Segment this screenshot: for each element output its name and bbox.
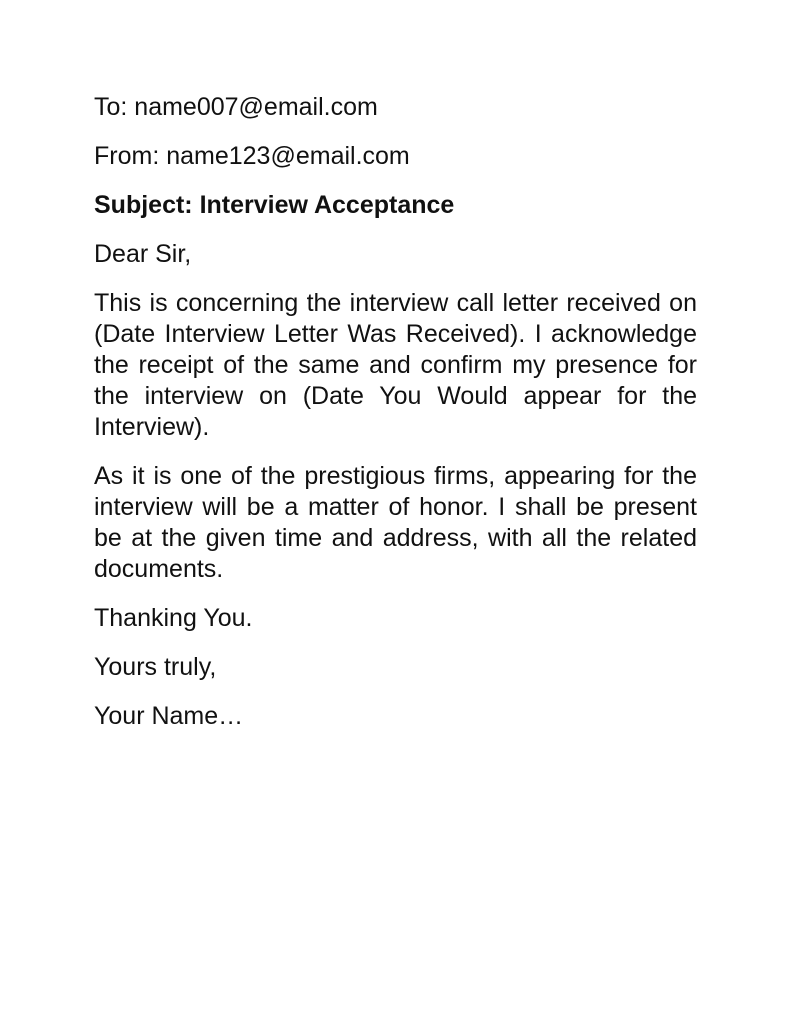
subject-line: Subject: Interview Acceptance [94,191,455,219]
valediction: Yours truly, [94,653,217,681]
to-line: To: name007@email.com [94,93,378,121]
from-line: From: name123@email.com [94,142,410,170]
signature: Your Name… [94,702,244,730]
letter-document [94,92,697,750]
body-paragraph-1: This is concerning the interview call letter received on (Date Interview Letter Was Received). I acknowledge the receipt of the same and confirm my presence for the interview on (Date You Would appear for the Interview). [94,289,697,441]
body-paragraph-2: As it is one of the prestigious firms, appearing for the interview will be a matter of honor. I shall be present be at the given time and address, with all the related documents. [94,462,697,583]
salutation: Dear Sir, [94,240,192,268]
closing-thanks: Thanking You. [94,604,253,632]
